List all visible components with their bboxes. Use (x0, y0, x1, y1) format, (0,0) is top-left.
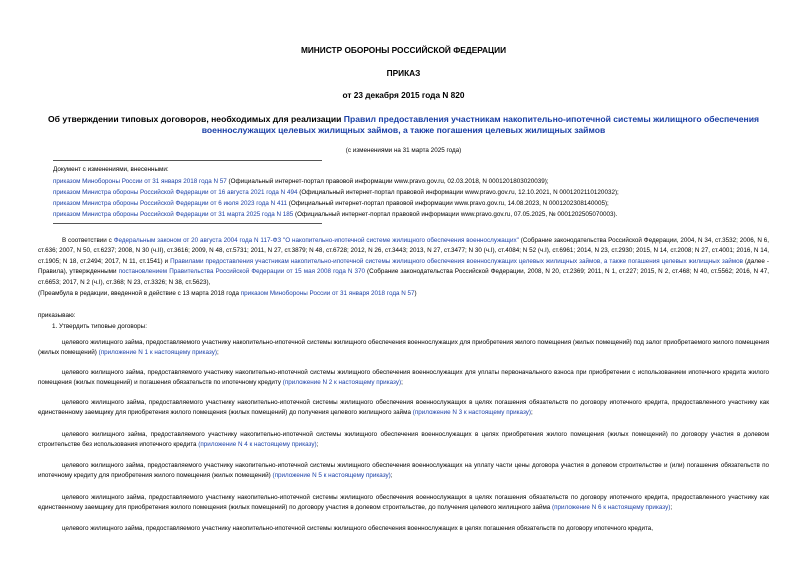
contract-text: целевого жилищного займа, предоставляемого участнику накопительно-ипотечной системы жилищного обеспечения военнослужащих в целях погашения обязательств по договору ипотечного кредита, (62, 525, 654, 532)
contract-item (38, 398, 769, 419)
amendment-link[interactable]: приказом Министра обороны Российской Федерации от 31 марта 2025 года N 185 (53, 211, 294, 218)
revision-note: (с изменениями на 31 марта 2025 года) (345, 147, 462, 154)
divider-bottom (53, 223, 322, 224)
contract-item (38, 524, 769, 534)
amendments-intro: Документ с изменениями, внесенными: (53, 166, 169, 173)
appendix-link[interactable]: (приложение N 1 к настоящему приказу) (98, 349, 217, 357)
preamble-note (38, 290, 417, 297)
amendment-text: (Официальный интернет-портал правовой информации www.pravo.gov.ru, 12.10.2021, N 0001202110120032); (297, 189, 619, 196)
contract-text: целевого жилищного займа, предоставляемого участнику накопительно-ипотечной системы жилищного обеспечения военнослужащих для приобретения жилого помещения (жилых помещений) под залог приобретаемого жилого помещения (жилых помещений) (38, 339, 769, 357)
contract-end: ; (316, 441, 319, 449)
rules-link[interactable]: Правилами предоставления участникам накопительно-ипотечной системы жилищного обеспечения военнослужащих целевых жилищных займов, а также погашения целевых жилищных займов (170, 257, 743, 265)
appendix-link[interactable]: (приложение N 4 к настоящему приказу) (198, 441, 317, 449)
amendment-link[interactable]: приказом Министра обороны Российской Федерации от 16 августа 2021 года N 494 (53, 189, 298, 196)
preamble-text: В соответствии с (62, 237, 114, 244)
point-1: 1. Утвердить типовые договоры: (52, 323, 147, 330)
amendment-text: (Официальный интернет-портал правовой информации www.pravo.gov.ru, 02.03.2018, N 0001201803020039); (226, 178, 549, 185)
divider-top (53, 160, 322, 161)
amendment-link[interactable]: приказом Минобороны России от 31 января 2018 года N 57 (53, 178, 227, 185)
ministry-heading: МИНИСТР ОБОРОНЫ РОССИЙСКОЙ ФЕДЕРАЦИИ (300, 45, 507, 55)
contract-text: целевого жилищного займа, предоставляемого участнику накопительно-ипотечной системы жилищного обеспечения военнослужащих в целях погашения обязательств по договору ипотечного кредита, предоставленного участнику как единственному заемщику для приобретения жилого помещения (жилых помещений) до получения целевого жилищного займа (38, 399, 769, 417)
federal-law-link[interactable]: Федеральным законом от 20 августа 2004 года N 117-ФЗ "О накопительно-ипотечной системе жилищного обеспечения военнослужащих" (113, 237, 519, 244)
appendix-link[interactable]: (приложение N 5 к настоящему приказу) (272, 472, 391, 480)
appendix-link[interactable]: (приложение N 6 к настоящему приказу) (552, 504, 671, 512)
preamble-note-end: ) (414, 290, 417, 297)
amendment-item (53, 189, 619, 196)
amendment-text: (Официальный интернет-портал правовой информации www.pravo.gov.ru, 07.05.2025, № 0001202505070003). (293, 211, 618, 218)
preamble-note-link[interactable]: приказом Минобороны России от 31 января 2018 года N 57 (240, 290, 415, 297)
preamble-note-text: (Преамбула в редакции, введенной в действие с 13 марта 2018 года (38, 290, 241, 297)
amendment-item (53, 178, 549, 185)
appendix-link[interactable]: (приложение N 3 к настоящему приказу) (412, 409, 532, 417)
contract-end: ; (401, 379, 403, 387)
preamble-text: (далее - Правила), утвержденными (38, 257, 769, 276)
amendment-text: (Официальный интернет-портал правовой информации www.pravo.gov.ru, 14.08.2023, N 0001202308140005); (287, 200, 609, 207)
preamble-text: (Собрание законодательства Российской Федерации, 2004, N 34, ст.3532; 2006, N 6, ст.636; 2007, N 50, ст.6237; 2008, N 30 (ч.II), ст.3616; 2009, N 48, ст.5731; 2011, N 27, ст.3879; N 48, ст.6728; 2012, N 26, ст.3443; 2013, N 27, ст.3477; N 30 (ч.I), ст.4084; N 52 (ч.I), ст.6961; 2014, N 23, ст.2930; 2015, N 14, ст.2008; N 27, ст.4001; 2016, N 14, ст.1905; N 18, ст.2494; 2017, N 11, ст.1541) и (38, 237, 770, 265)
doc-type-heading: ПРИКАЗ (386, 68, 421, 78)
contract-end: ; (670, 504, 673, 512)
contract-item (38, 368, 769, 389)
order-word: приказываю: (38, 312, 76, 319)
government-decree-link[interactable]: постановлением Правительства Российской Федерации от 15 мая 2008 года N 370 (118, 268, 365, 276)
amendment-item (53, 200, 609, 207)
document-title (40, 114, 767, 136)
contract-item (38, 493, 769, 514)
contract-item (38, 461, 769, 482)
contract-item (38, 430, 769, 451)
title-prefix: Об утверждении типовых договоров, необходимых для реализации (47, 114, 344, 124)
contract-text: целевого жилищного займа, предоставляемого участнику накопительно-ипотечной системы жилищного обеспечения военнослужащих в целях приобретения жилого помещения (жилых помещений) по договору участия в долевом строительстве без использования ипотечного кредита (38, 431, 769, 449)
contract-end: ; (390, 472, 393, 480)
contract-end: ; (216, 349, 219, 357)
contract-item (38, 338, 769, 359)
contract-text: целевого жилищного займа, предоставляемого участнику накопительно-ипотечной системы жилищного обеспечения военнослужащих на уплату части цены договора участия в долевом строительстве и (или) погашения обязательств по ипотечному кредиту для приобретения жилого помещения (жилых помещений) (38, 462, 769, 480)
preamble-text: (Собрание законодательства Российской Федерации, 2008, N 20, ст.2369; 2011, N 1, ст.227; 2015, N 2, ст.468; N 40, ст.5562; 2016, N 47, ст.6653; 2017, N 2 (ч.I), ст.368; N 23, ст.3326; N 38, ст.5623), (38, 268, 769, 286)
title-rules-link[interactable]: Правил предоставления участникам накопительно-ипотечной системы жилищного обеспечения военнослужащих целевых жилищных займов, а также погашения целевых жилищных займов (201, 114, 760, 135)
amendment-link[interactable]: приказом Министра обороны Российской Федерации от 6 июля 2023 года N 411 (53, 200, 288, 207)
contract-text: целевого жилищного займа, предоставляемого участнику накопительно-ипотечной системы жилищного обеспечения военнослужащих для уплаты первоначального взноса при приобретении с использованием ипотечного кредита жилого помещения (жилых помещений) и погашения обязательств по ипотечному кредиту (38, 369, 769, 387)
amendment-item (53, 211, 617, 218)
appendix-link[interactable]: (приложение N 2 к настоящему приказу) (282, 379, 402, 387)
contract-end: ; (531, 409, 533, 417)
preamble-paragraph (38, 236, 769, 288)
date-number-heading: от 23 декабря 2015 года N 820 (342, 90, 465, 100)
contract-text: целевого жилищного займа, предоставляемого участнику накопительно-ипотечной системы жилищного обеспечения военнослужащих в целях погашения обязательств по договору ипотечного кредита, предоставленного участнику как единственному заемщику для приобретения жилого помещения (жилых помещений) по договору участия в долевом строительстве, до получения целевого жилищного займа (38, 494, 769, 512)
